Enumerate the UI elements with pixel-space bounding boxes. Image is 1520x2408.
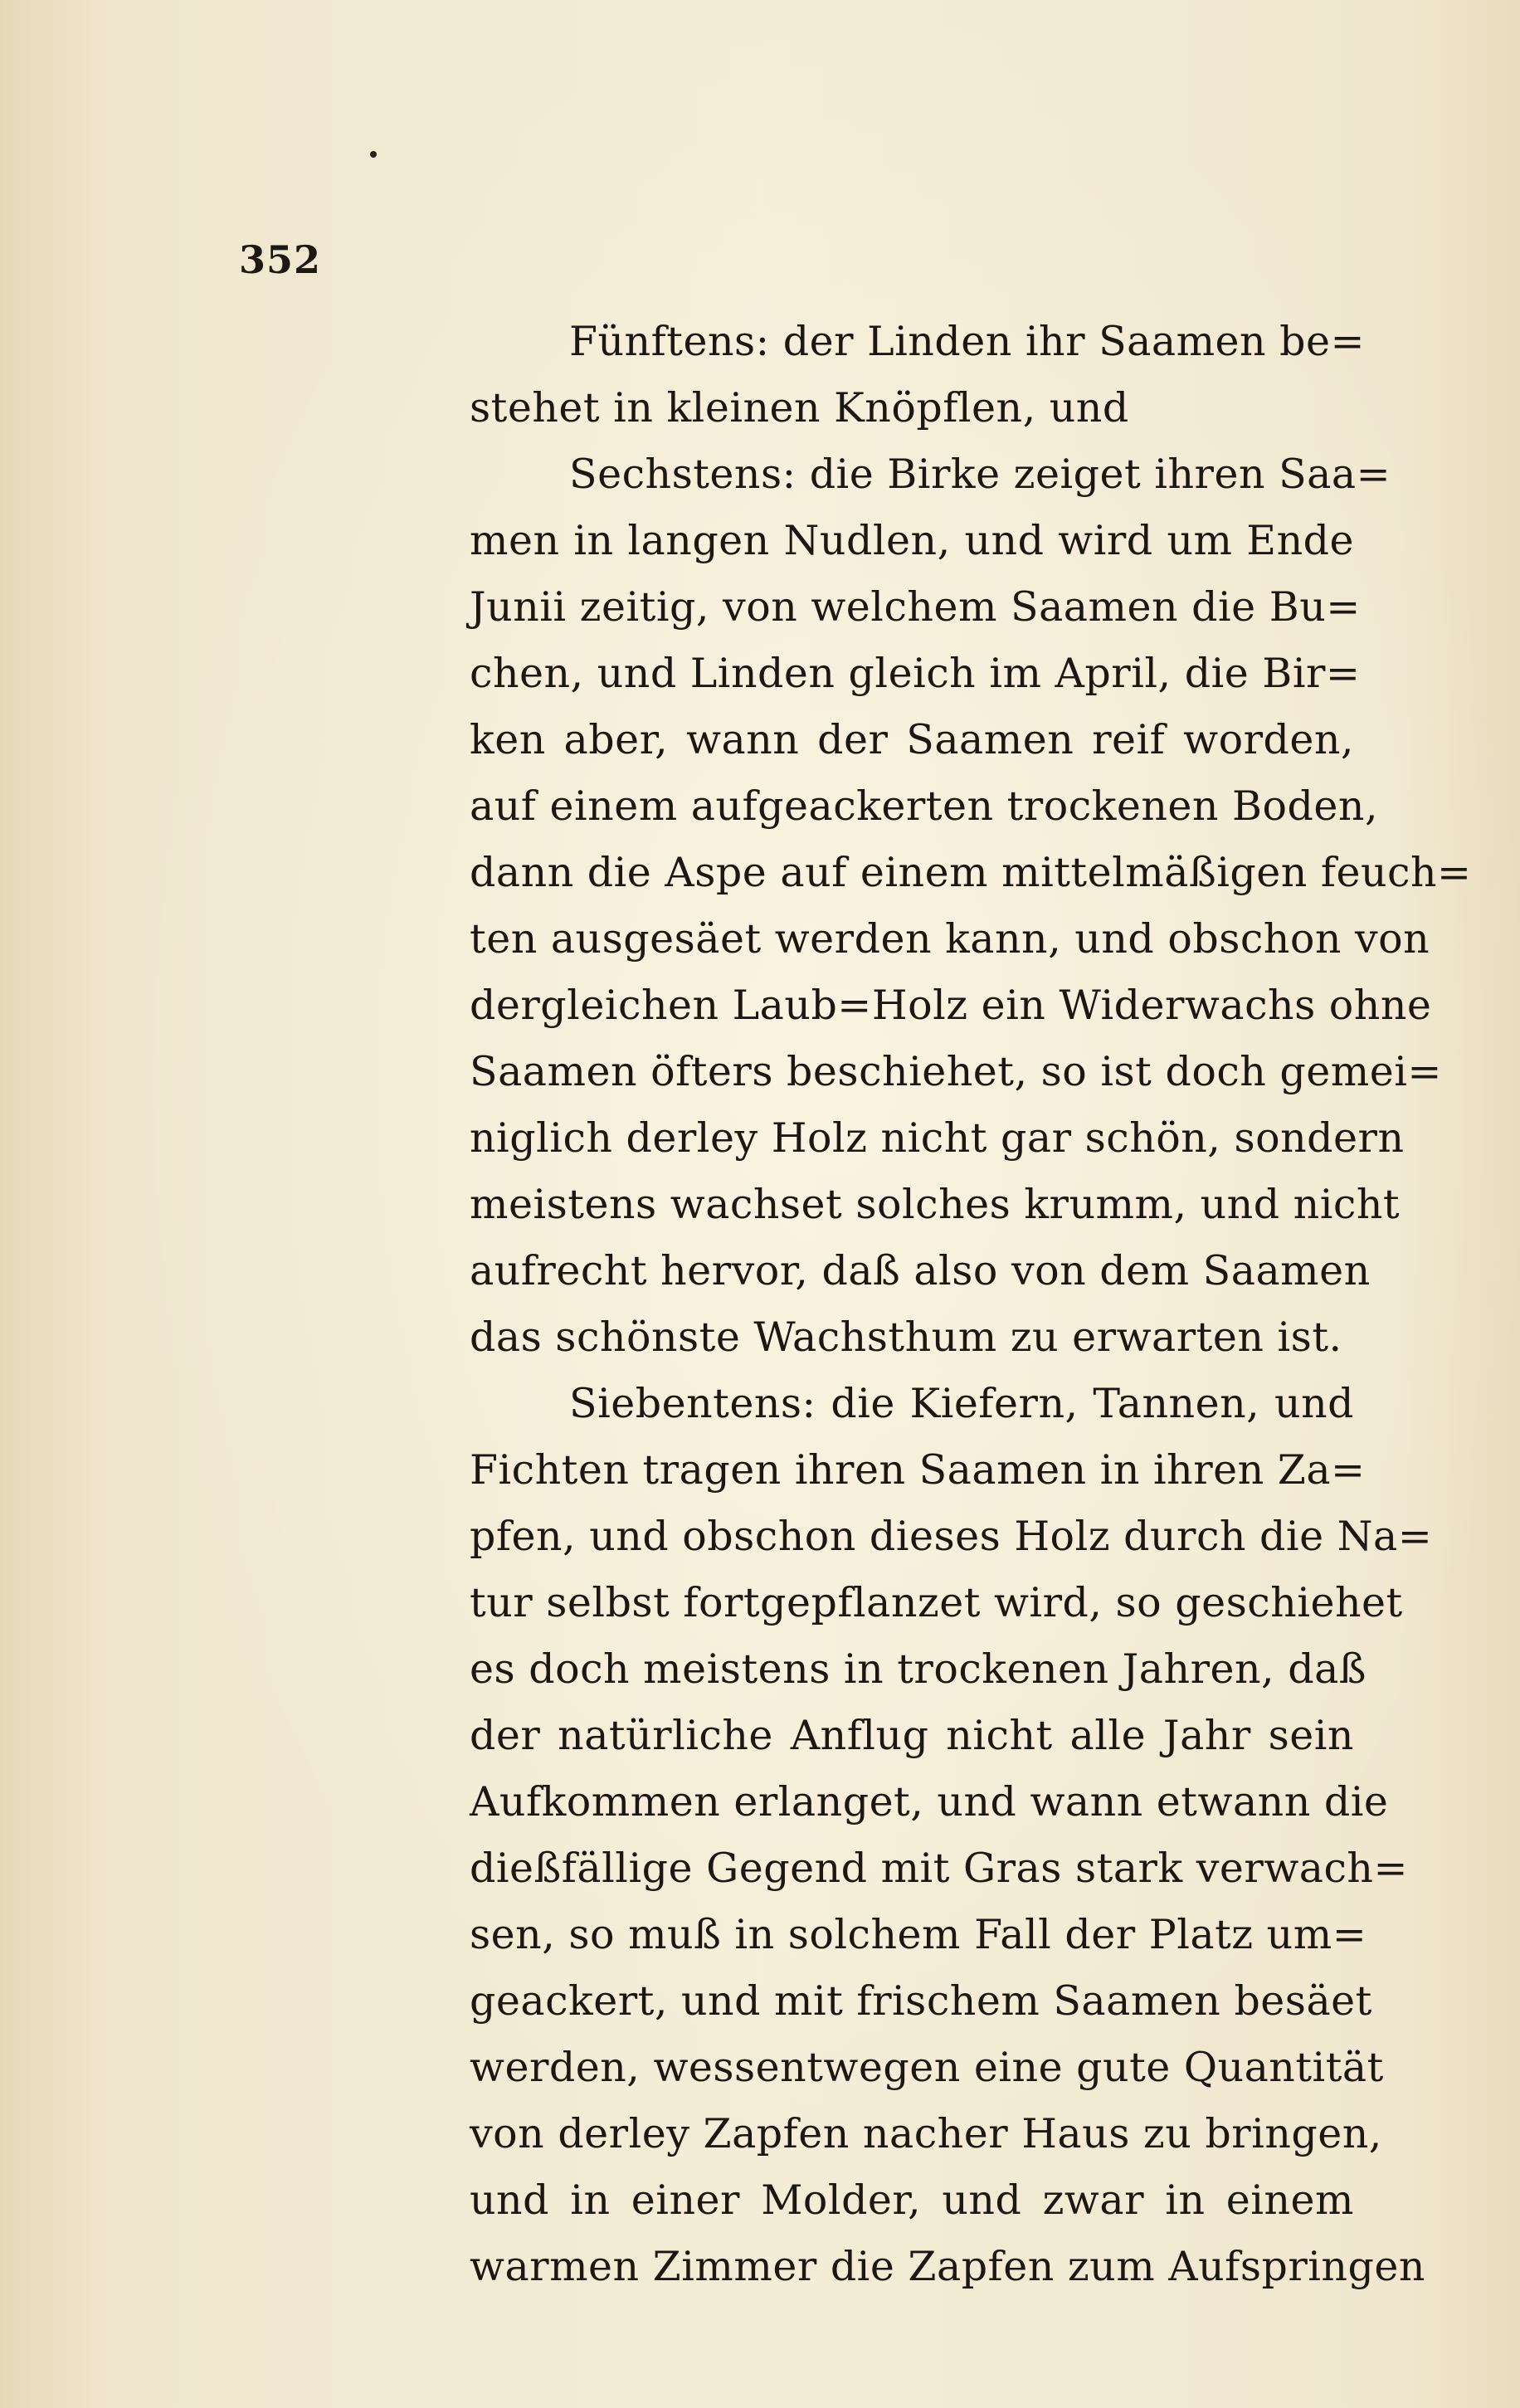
text-line: Siebentens: die Kiefern, Tannen, und: [569, 1380, 1354, 1427]
text-line: Fünftens: der Linden ihr Saamen be=: [569, 318, 1366, 365]
text-line: ken aber, wann der Saamen reif worden,: [470, 716, 1354, 763]
text-line: auf einem aufgeackerten trockenen Boden,: [470, 782, 1379, 830]
text-line: tur selbst fortgepflanzet wird, so geschiehet: [470, 1579, 1403, 1626]
text-line: das schönste Wachsthum zu erwarten ist.: [470, 1314, 1342, 1361]
text-line: es doch meistens in trockenen Jahren, daß: [470, 1645, 1367, 1693]
text-line: pfen, und obschon dieses Holz durch die Na=: [470, 1513, 1433, 1560]
text-line: von derley Zapfen nacher Haus zu bringen,: [470, 2110, 1382, 2157]
text-line: men in langen Nudlen, und wird um Ende: [470, 517, 1354, 564]
text-line: stehet in kleinen Knöpflen, und: [470, 384, 1129, 431]
text-line: warmen Zimmer die Zapfen zum Aufspringen: [470, 2243, 1425, 2290]
text-line: niglich derley Holz nicht gar schön, sondern: [470, 1114, 1405, 1162]
text-line: der natürliche Anflug nicht alle Jahr sein: [470, 1712, 1354, 1759]
text-line: dann die Aspe auf einem mittelmäßigen feuch=: [470, 849, 1472, 896]
text-line: meistens wachset solches krumm, und nicht: [470, 1181, 1401, 1228]
text-line: geackert, und mit frischem Saamen besäet: [470, 1977, 1372, 2025]
ink-dot: [370, 151, 377, 158]
text-line: sen, so muß in solchem Fall der Platz um=: [470, 1911, 1367, 1958]
text-line: Fichten tragen ihren Saamen in ihren Za=: [470, 1446, 1366, 1494]
text-line: und in einer Molder, und zwar in einem: [470, 2176, 1354, 2224]
text-line: Junii zeitig, von welchem Saamen die Bu=: [470, 583, 1361, 631]
text-line: dergleichen Laub=Holz ein Widerwachs ohne: [470, 982, 1432, 1029]
text-line: werden, wessentwegen eine gute Quantität: [470, 2044, 1384, 2091]
text-line: chen, und Linden gleich im April, die Bir=: [470, 650, 1361, 697]
text-line: Saamen öfters beschiehet, so ist doch gemei=: [470, 1048, 1442, 1095]
text-line: Aufkommen erlanget, und wann etwann die: [470, 1778, 1389, 1825]
text-line: ten ausgesäet werden kann, und obschon von: [470, 915, 1430, 963]
text-line: aufrecht hervor, daß also von dem Saamen: [470, 1247, 1371, 1294]
text-line: dießfällige Gegend mit Gras stark verwach=: [470, 1845, 1409, 1892]
text-line: Sechstens: die Birke zeiget ihren Saa=: [569, 451, 1391, 498]
page-number: 352: [239, 237, 322, 282]
body-text: [470, 309, 1472, 2300]
